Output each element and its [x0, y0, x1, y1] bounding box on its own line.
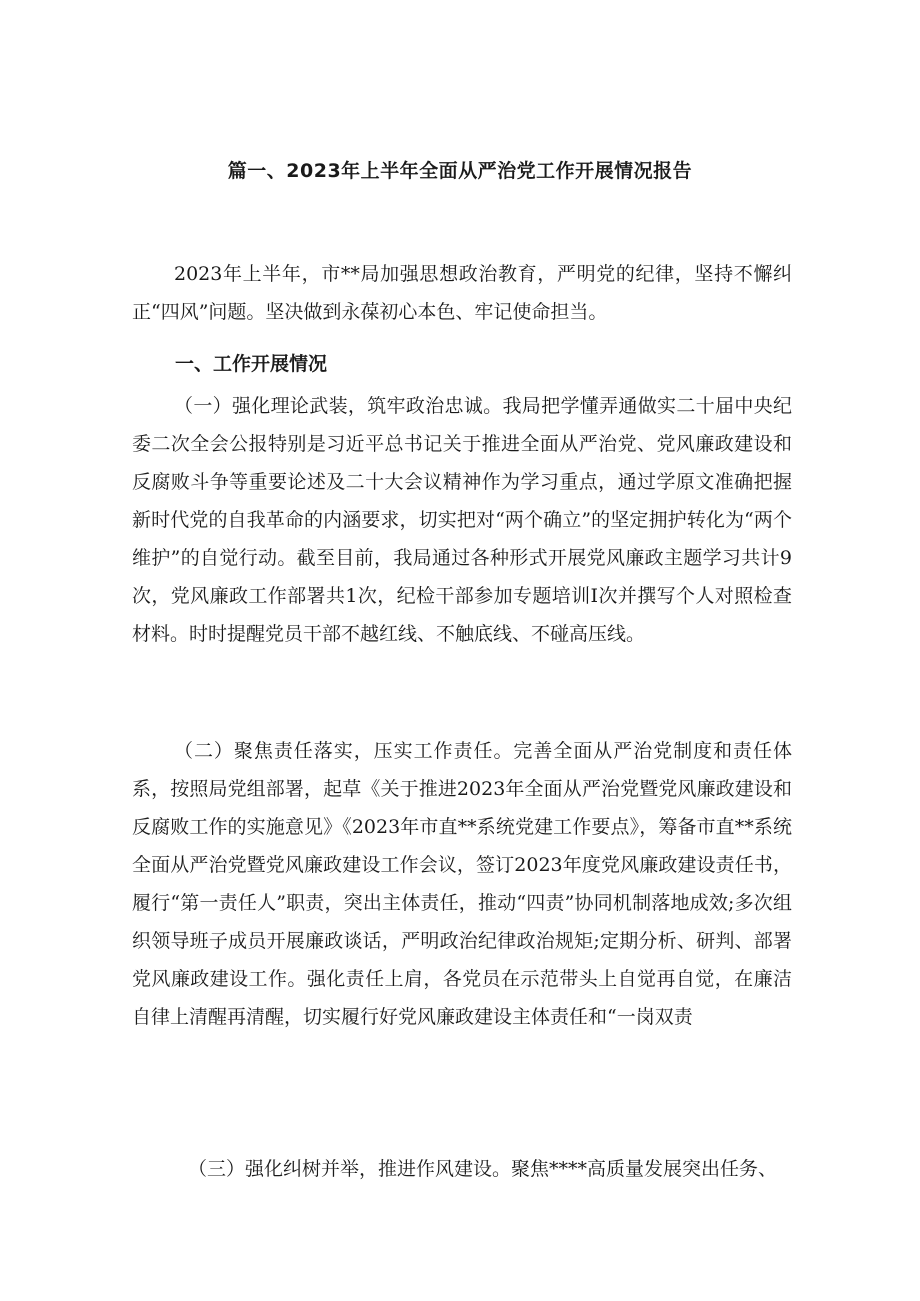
paragraph-1: （一）强化理论武装，筑牢政治忠诚。我局把学懂弄通做实二十届中央纪委二次全会公报特别是习近平总书记关于推进全面从严治党、党风廉政建设和反腐败斗争等重要论述及二十大会议精神作为学习重点，通过学原文准确把握新时代党的自我革命的内涵要求，切实把对“两个确立”的坚定拥护转化为“两个维护”的自觉行动。截至目前，我局通过各种形式开展党风廉政主题学习共计9次，党风廉政工作部署共1次，纪检干部参加专题培训I次并撰写个人对照检查材料。时时提醒党员干部不越红线、不触底线、不碰高压线。	[132, 395, 792, 645]
section-heading: 一、工作开展情况	[175, 353, 328, 375]
document-title: 篇一、2023年上半年全面从严治党工作开展情况报告	[227, 160, 693, 182]
paragraph-3: （三）强化纠树并举，推进作风建设。聚焦****高质量发展突出任务、	[188, 1158, 778, 1180]
paragraph-2: （二）聚焦责任落实，压实工作责任。完善全面从严治党制度和责任体系，按照局党组部署，起草《关于推进2023年全面从严治党暨党风廉政建设和反腐败工作的实施意见》《2023年市直**系统党建工作要点》，筹备市直**系统全面从严治党暨党风廉政建设工作会议，签订2023年度党风廉政建设责任书，履行“第一责任人”职责，突出主体责任，推动“四责”协同机制落地成效;多次组织领导班子成员开展廉政谈话，严明政治纪律政治规矩;定期分析、研判、部署党风廉政建设工作。强化责任上肩，各党员在示范带头上自觉再自觉，在廉洁自律上清醒再清醒，切实履行好党风廉政建设主体责任和“一岗双责	[132, 740, 792, 1028]
intro-paragraph: 2023年上半年，市**局加强思想政治教育，严明党的纪律，坚持不懈纠正“四风”问题。坚决做到永葆初心本色、牢记使命担当。	[132, 263, 792, 323]
